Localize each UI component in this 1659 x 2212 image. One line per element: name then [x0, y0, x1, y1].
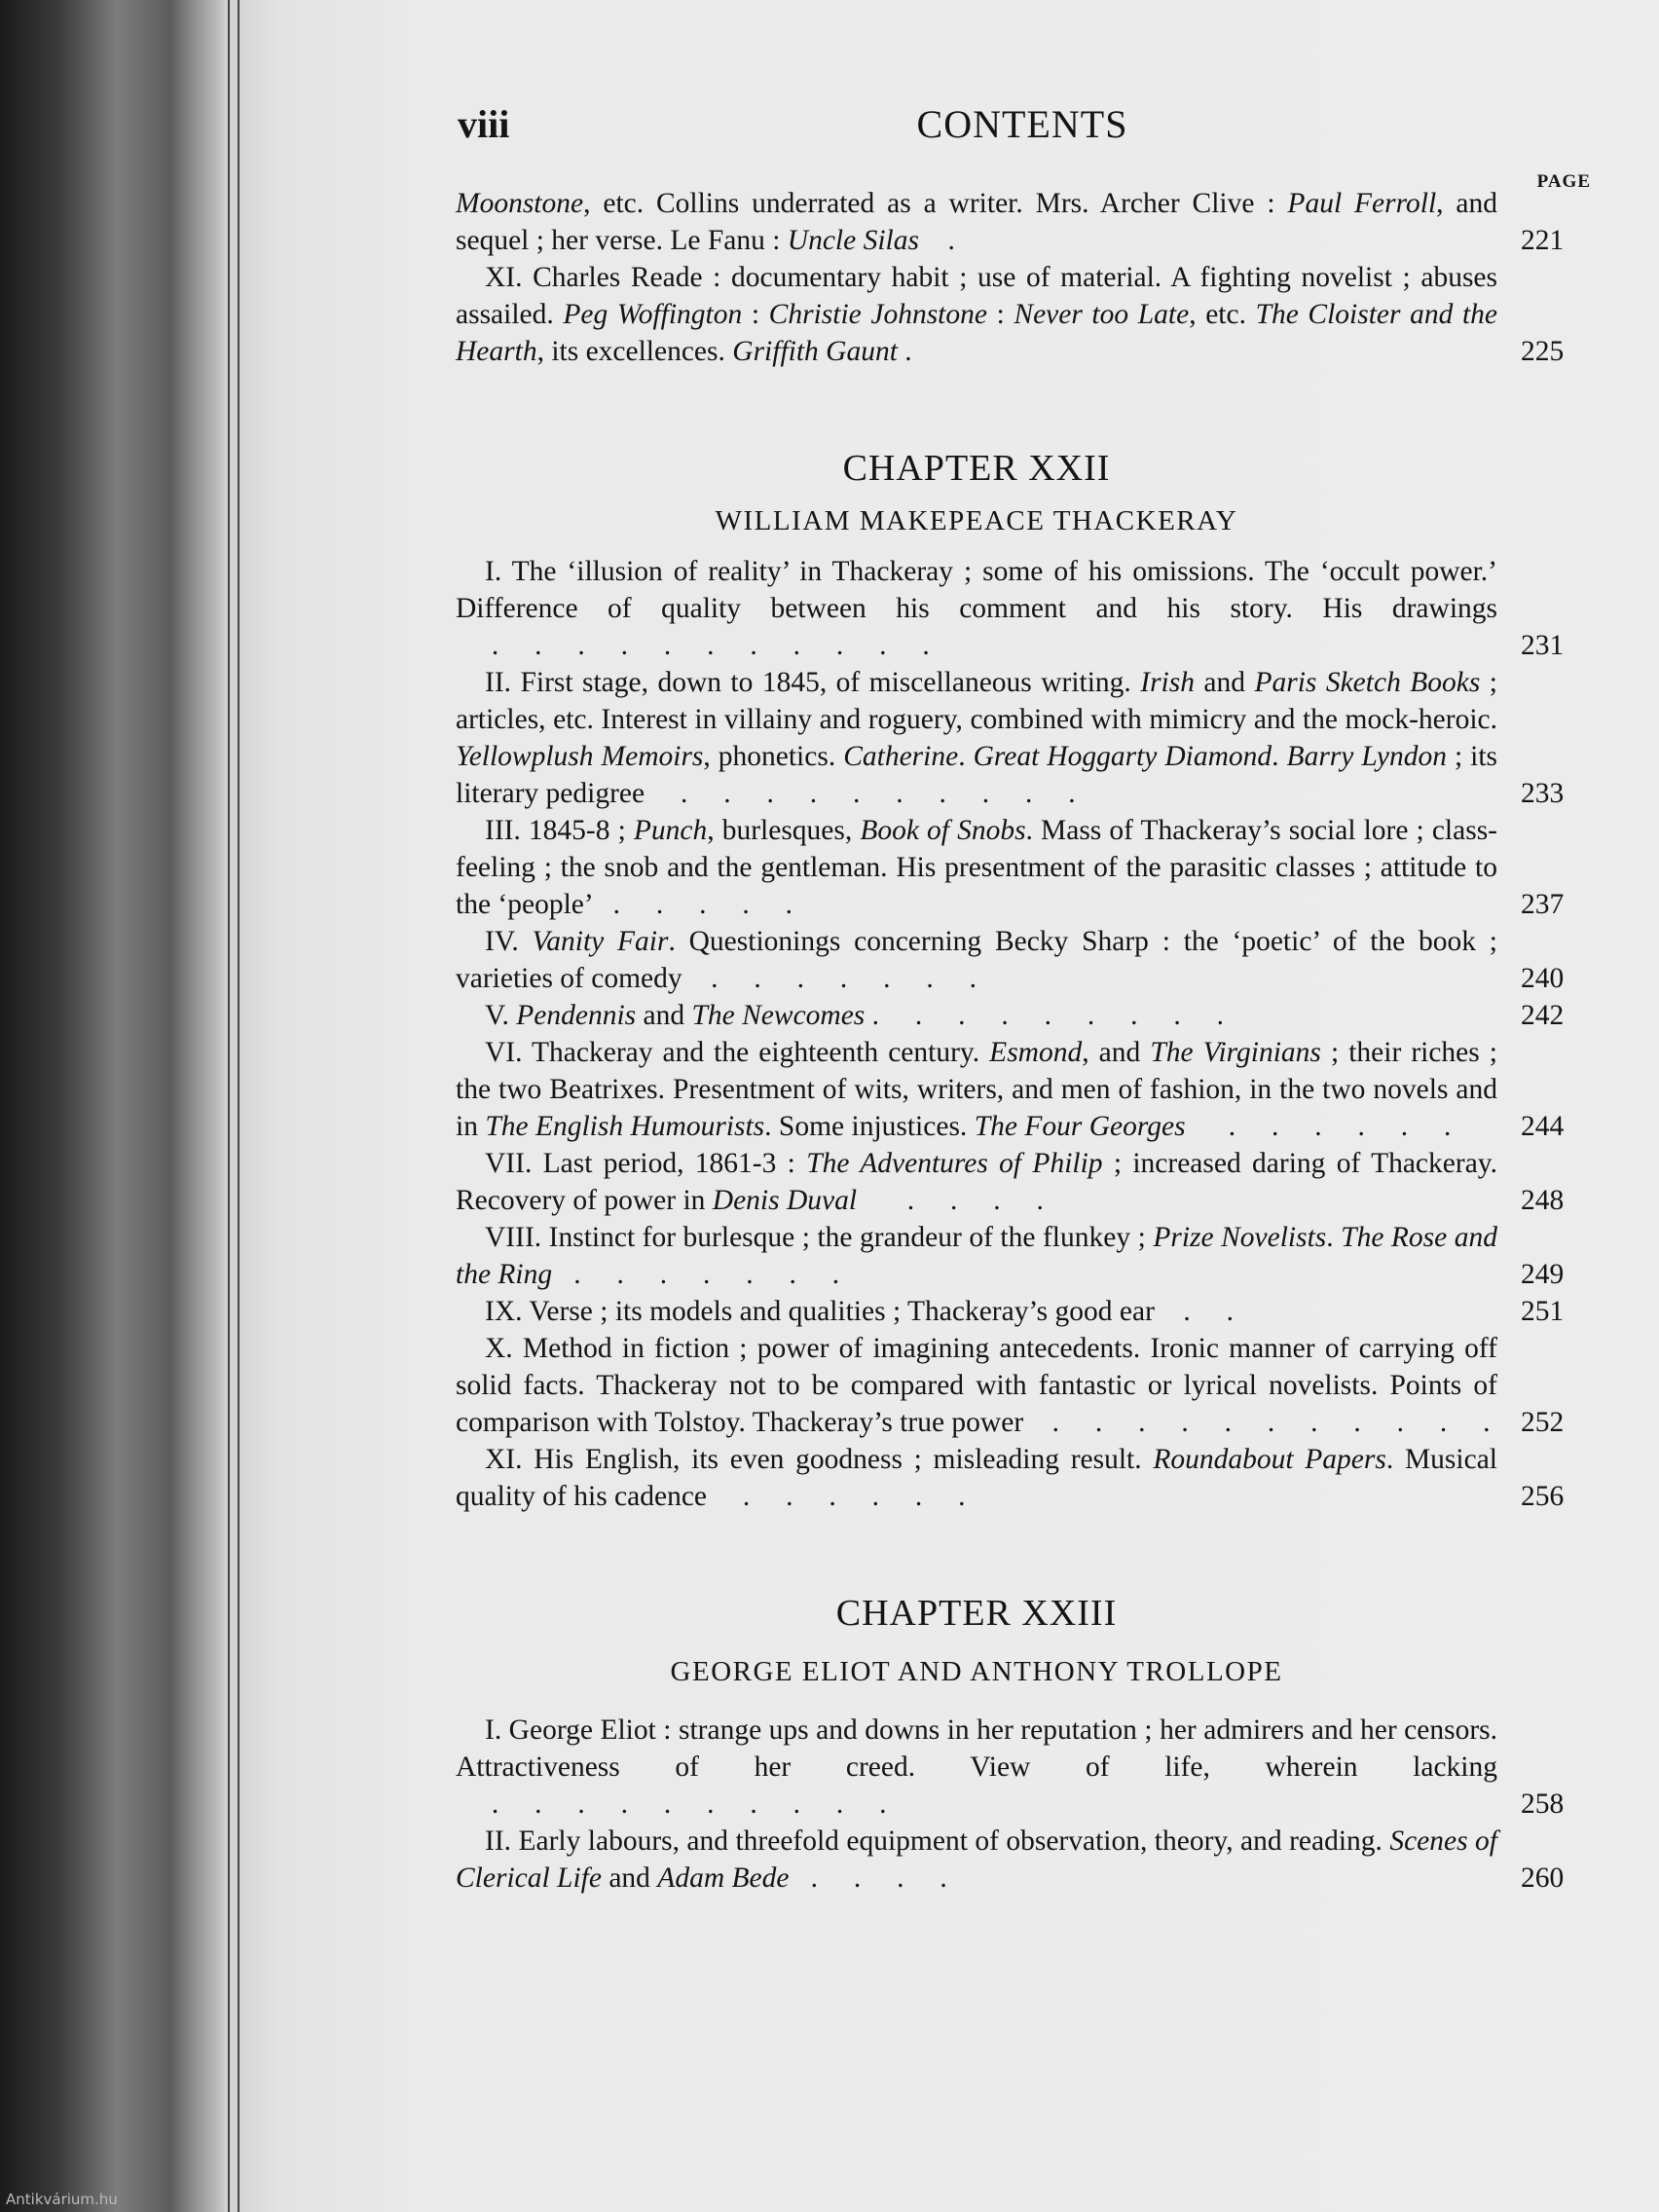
chapter-23-entries: [456, 1712, 1565, 1897]
contents-body: [456, 185, 1565, 1897]
toc-page-number: 260: [1521, 1862, 1565, 1894]
toc-entry-text: IV. Vanity Fair. Questionings concerning Becky Sharp : the ‘poetic’ of the book ; varieties of comedy . . . . . . .: [456, 926, 1498, 994]
toc-page-number: 233: [1521, 778, 1565, 809]
toc-entry-text: IX. Verse ; its models and qualities ; Thackeray’s good ear . .: [485, 1296, 1235, 1327]
gutter-rule: [228, 0, 230, 2212]
toc-entry: [456, 812, 1565, 923]
toc-entry: [456, 1330, 1565, 1441]
toc-page-number: 231: [1521, 630, 1565, 661]
toc-page-number: 252: [1521, 1407, 1565, 1438]
toc-page-number: 221: [1521, 225, 1565, 256]
toc-entry: [456, 1293, 1565, 1330]
gutter-rule: [238, 0, 240, 2212]
toc-entry-text: XI. His English, its even goodness ; misleading result. Roundabout Papers. Musical quality of his cadence . . . . . .: [456, 1444, 1497, 1512]
page-header: [458, 101, 1591, 192]
toc-entry-text: VII. Last period, 1861-3 : The Adventures of Philip ; increased daring of Thackeray. Recovery of power in Denis Duval . . . .: [456, 1148, 1498, 1216]
toc-page-number: 244: [1521, 1111, 1565, 1142]
chapter-heading: CHAPTER XXII: [842, 448, 1111, 489]
toc-entry: [456, 1712, 1565, 1823]
chapter-22-entries: [456, 553, 1565, 1515]
toc-entry: [456, 1823, 1565, 1897]
toc-entry-text: X. Method in fiction ; power of imagining antecedents. Ironic manner of carrying off solid facts. Thackeray not to be compared with fantastic or lyrical novelists. Points of comparison with Tolstoy. Thackeray’s true power . . . . . . . . . . .: [456, 1333, 1497, 1438]
running-title: CONTENTS: [916, 102, 1128, 146]
toc-entry: [456, 1219, 1565, 1293]
toc-entry-text: III. 1845-8 ; Punch, burlesques, Book of Snobs. Mass of Thackeray’s social lore ; class-feeling ; the snob and the gentleman. His presentment of the parasitic classes ; attitude to the ‘people’ . . . . .: [456, 815, 1497, 920]
toc-entry: [456, 1034, 1565, 1145]
toc-entry: [456, 997, 1565, 1034]
toc-entry: [456, 1441, 1565, 1515]
toc-page-number: 248: [1521, 1185, 1565, 1216]
toc-entry-text: Moonstone, etc. Collins underrated as a writer. Mrs. Archer Clive : Paul Ferroll, and sequel ; her verse. Le Fanu : Uncle Silas .: [456, 188, 1497, 256]
toc-entry-text: I. The ‘illusion of reality’ in Thackeray ; some of his omissions. The ‘occult power.’ Difference of quality between his comment and his story. His drawings . . . . . . . . . . .: [456, 556, 1497, 661]
toc-entry-text: I. George Eliot : strange ups and downs in her reputation ; her admirers and her censors. Attractiveness of her creed. View of life, wherein lacking . . . . . . . . . .: [456, 1714, 1497, 1820]
toc-page-number: 251: [1521, 1296, 1565, 1327]
toc-entry-text: VIII. Instinct for burlesque ; the grandeur of the flunkey ; Prize Novelists. The Rose and the Ring . . . . . . .: [456, 1222, 1498, 1290]
toc-entry-text: II. Early labours, and threefold equipment of observation, theory, and reading. Scenes of Clerical Life and Adam Bede . . . .: [456, 1825, 1497, 1894]
toc-entry: [456, 923, 1565, 997]
watermark: Antikvárium.hu: [6, 2191, 118, 2208]
book-spine-shadow: [0, 0, 224, 2212]
page-column-label: PAGE: [1536, 171, 1591, 192]
toc-page-number: 258: [1521, 1788, 1565, 1820]
toc-entry: [456, 185, 1565, 259]
toc-page-number: 242: [1521, 1000, 1565, 1031]
toc-entry: [456, 553, 1565, 664]
toc-page-number: 240: [1521, 963, 1565, 994]
chapter-subject: GEORGE ELIOT AND ANTHONY TROLLOPE: [670, 1656, 1283, 1687]
toc-entry-text: II. First stage, down to 1845, of miscellaneous writing. Irish and Paris Sketch Books ; articles, etc. Interest in villainy and roguery, combined with mimicry and the mock-heroic. Yellowplush Memoirs, phonetics. Catherine. Great Hoggarty Diamond. Barry Lyndon ; its literary pedigree . . . . . . . . . .: [456, 667, 1498, 809]
toc-entry-text: V. Pendennis and The Newcomes . . . . . . . . .: [485, 1000, 1225, 1031]
toc-page-number: 225: [1521, 336, 1565, 367]
chapter-subject: WILLIAM MAKEPEACE THACKERAY: [715, 505, 1238, 536]
toc-entry: [456, 664, 1565, 812]
toc-page-number: 249: [1521, 1259, 1565, 1290]
toc-entry: [456, 259, 1565, 370]
folio-number: viii: [458, 102, 510, 146]
toc-entry-text: VI. Thackeray and the eighteenth century. Esmond, and The Virginians ; their riches ; the two Beatrixes. Presentment of wits, writers, and men of fashion, in the two novels and in The English Humourists. Some injustices. The Four Georges . . . . . .: [456, 1037, 1498, 1142]
toc-entry-text: XI. Charles Reade : documentary habit ; use of material. A fighting novelist ; abuses assailed. Peg Woffington : Christie Johnstone : Never too Late, etc. The Cloister and the Hearth, its excellences. Griffith Gaunt .: [456, 262, 1497, 367]
chapter-heading: CHAPTER XXIII: [835, 1593, 1118, 1634]
toc-page-number: 256: [1521, 1481, 1565, 1512]
toc-entry: [456, 1145, 1565, 1219]
toc-page-number: 237: [1521, 889, 1565, 920]
continuation-entries: [456, 185, 1565, 370]
